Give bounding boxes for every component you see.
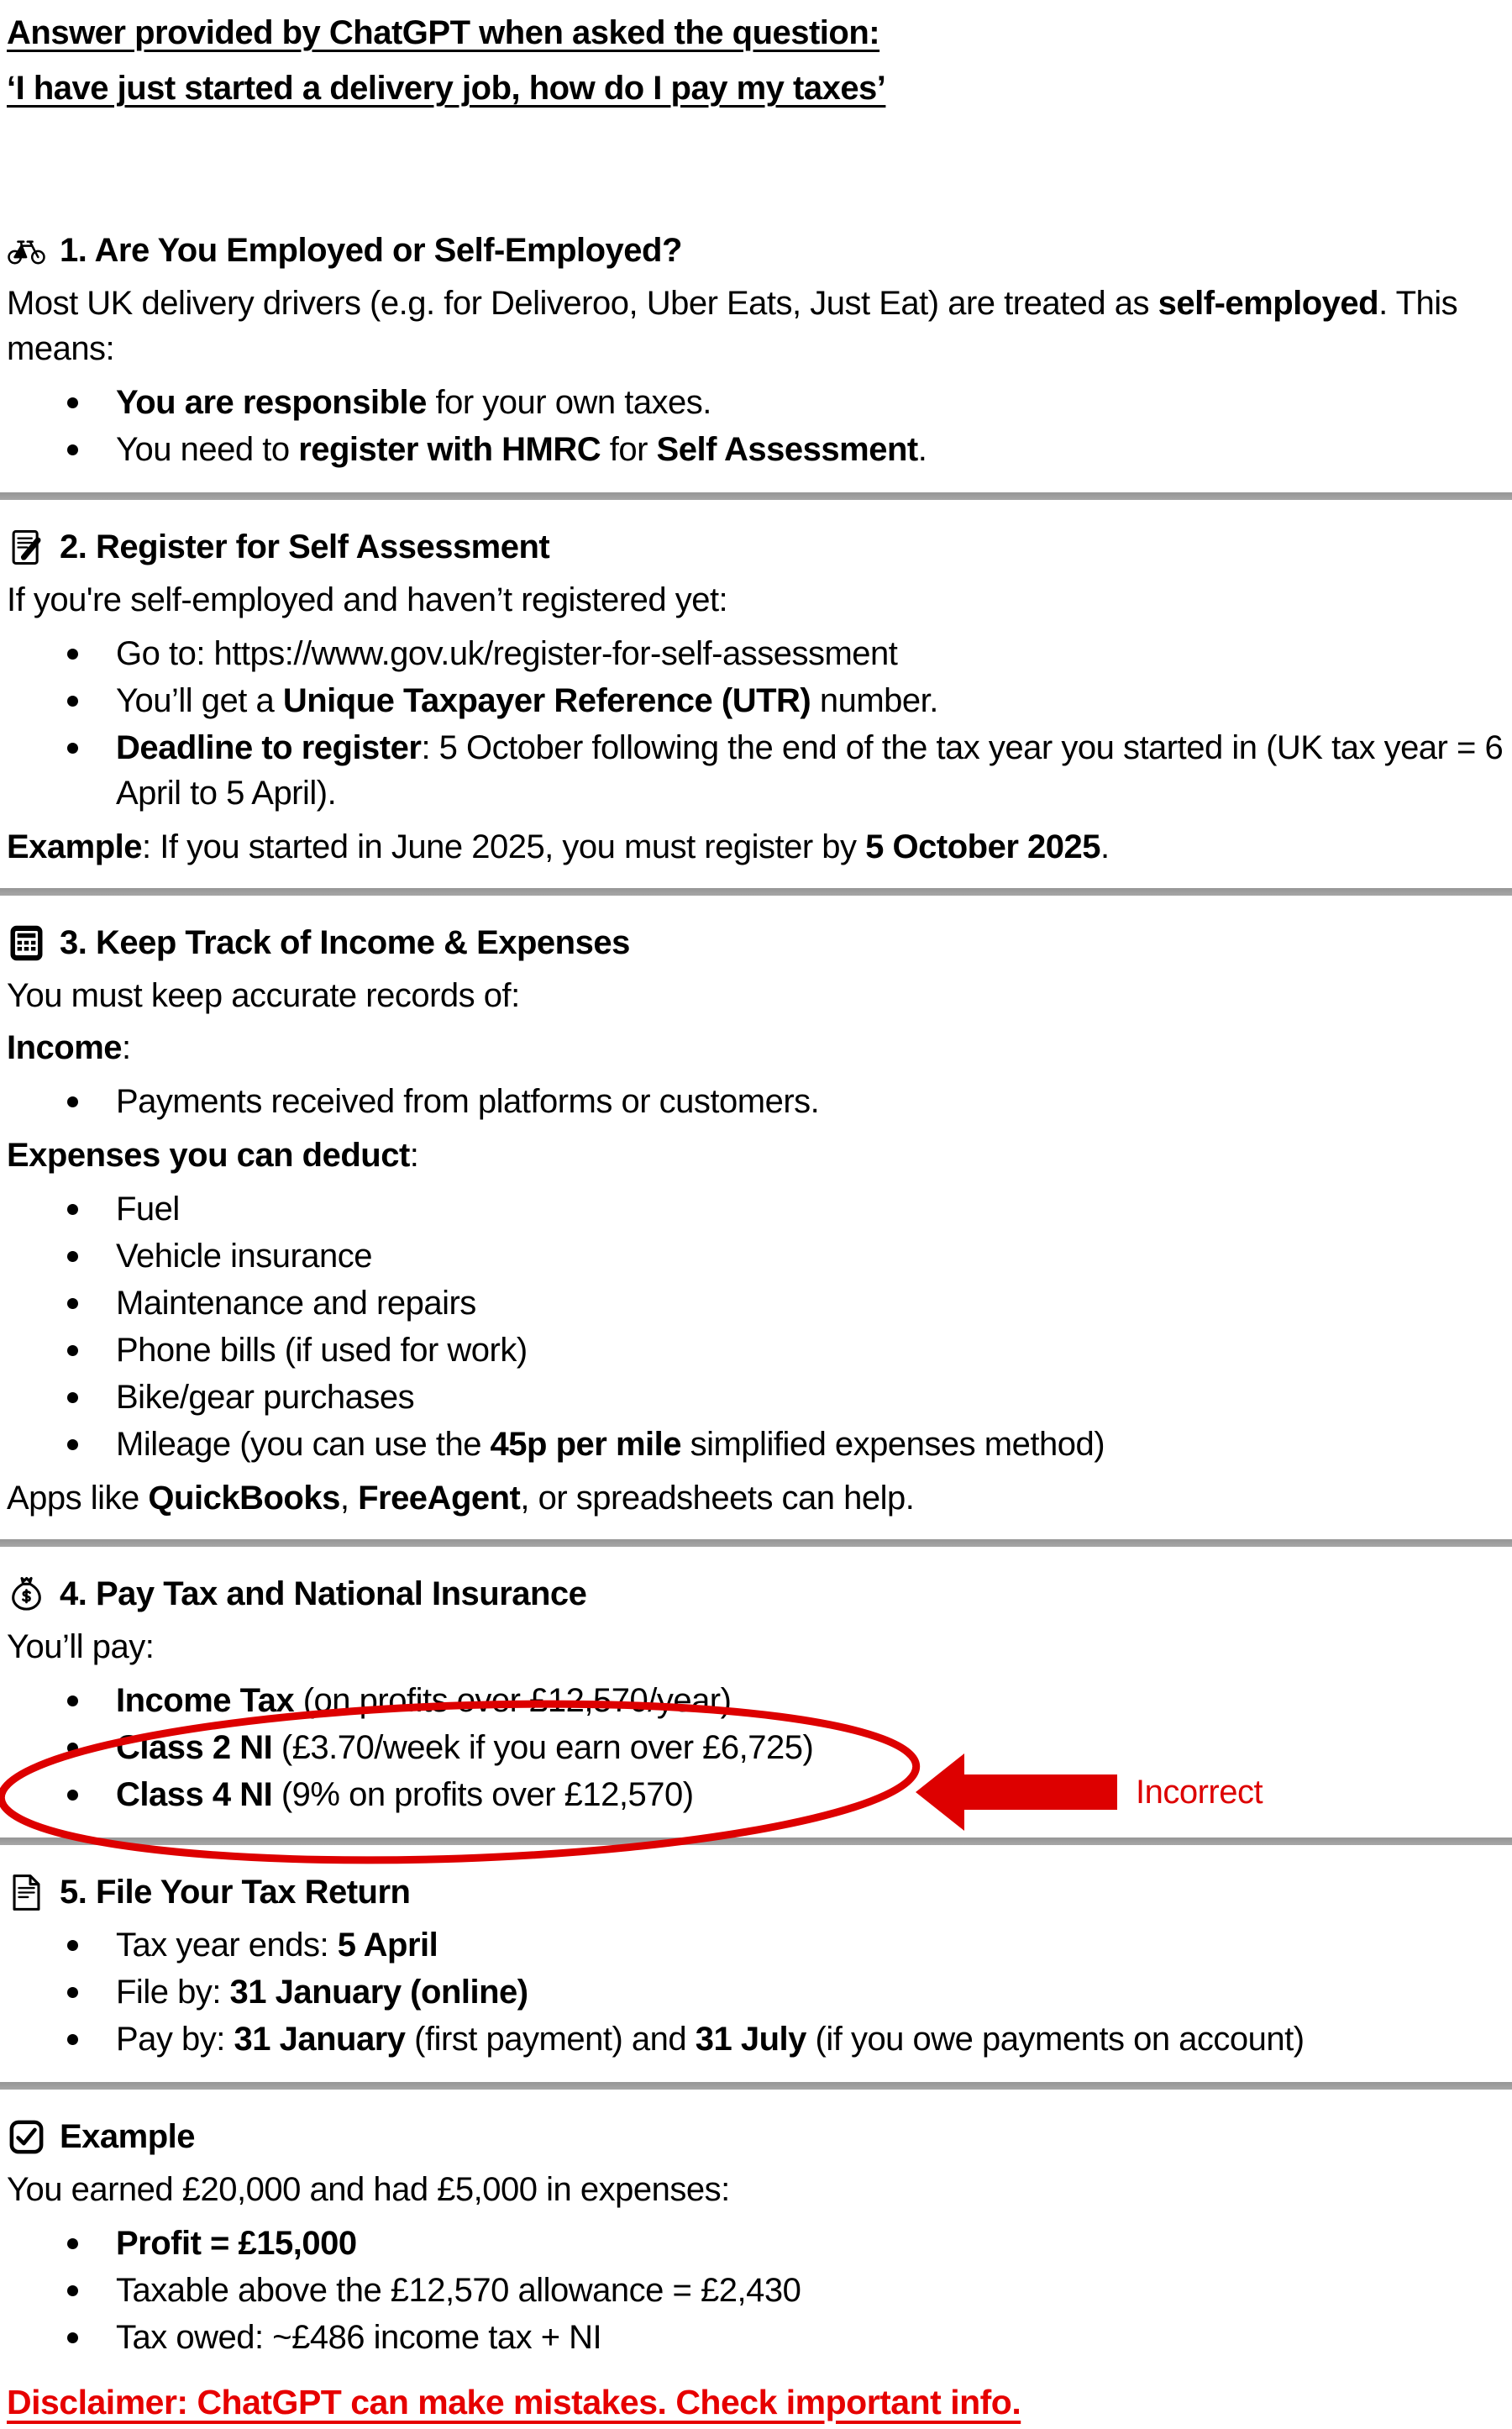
- text-run: .: [1100, 828, 1110, 865]
- section-heading-text: 1. Are You Employed or Self-Employed?: [60, 232, 682, 269]
- bullet-list: [7, 2221, 1505, 2360]
- text-run: Class 4 NI: [116, 1776, 273, 1813]
- text-run: simplified expenses method): [680, 1426, 1105, 1463]
- text-run: Vehicle insurance: [116, 1238, 373, 1275]
- bullet-item: [7, 1678, 1505, 1723]
- text-run: Income: [7, 1029, 123, 1066]
- text-run: Deadline to register: [116, 729, 422, 766]
- paragraph: [7, 2167, 1505, 2212]
- bullet-list: [7, 1186, 1505, 1467]
- section-keep-track: [0, 896, 1512, 1539]
- checkbox-icon: [7, 2117, 46, 2157]
- section-heading-text: 3. Keep Track of Income & Expenses: [60, 924, 630, 961]
- text-run: : 5 October following the end of the tax year you started in (UK tax year = 6 April to 5 April).: [116, 729, 1504, 812]
- text-run: Most UK delivery drivers (e.g. for Deliveroo, Uber Eats, Just Eat) are treated as: [7, 285, 1158, 322]
- bullet-item: [7, 631, 1505, 676]
- text-run: Self Assessment: [656, 431, 918, 468]
- text-run: Fuel: [116, 1191, 180, 1228]
- text-run: Tax owed: ~£486 income tax + NI: [116, 2319, 602, 2356]
- bullet-item: [7, 2221, 1505, 2266]
- text-run: Apps like: [7, 1480, 149, 1517]
- text-run: for: [601, 431, 657, 468]
- section-divider: [0, 1838, 1512, 1845]
- text-run: Profit = £15,000: [116, 2225, 357, 2262]
- text-run: 31 January (online): [229, 1974, 528, 2011]
- section-heading: [7, 1572, 1505, 1616]
- text-run: self-employed: [1158, 285, 1379, 322]
- section-heading: [7, 1870, 1505, 1914]
- text-run: Unique Taxpayer Reference (UTR): [282, 682, 811, 719]
- bullet-item: [7, 380, 1505, 425]
- annotation-label: Incorrect: [1136, 1774, 1263, 1811]
- bullet-item: [7, 1186, 1505, 1232]
- text-run: Class 2 NI: [116, 1729, 273, 1766]
- bullet-item: [7, 725, 1505, 816]
- text-run: .: [917, 431, 927, 468]
- text-run: Payments received from platforms or customers.: [116, 1083, 820, 1120]
- bullet-item: [7, 1079, 1505, 1124]
- bicycle-icon: [7, 231, 46, 271]
- section-pay-tax-ni: [0, 1547, 1512, 1838]
- section-heading-text: 5. File Your Tax Return: [60, 1874, 411, 1911]
- calculator-icon: [7, 923, 46, 963]
- text-run: You are responsible: [116, 384, 427, 421]
- text-run: number.: [811, 682, 938, 719]
- bullet-item: [7, 1422, 1505, 1467]
- section-heading-text: Example: [60, 2118, 196, 2155]
- text-run: :: [122, 1029, 131, 1066]
- memo-pencil-icon: [7, 528, 46, 567]
- text-run: . This means:: [7, 285, 1458, 367]
- section-file-tax-return: [0, 1845, 1512, 2082]
- text-run: (first payment) and: [405, 2021, 696, 2058]
- title-line-2: ‘I have just started a delivery job, how do I pay my taxes’: [7, 70, 886, 107]
- paragraph: [7, 1624, 1505, 1669]
- text-run: for your own taxes.: [426, 384, 711, 421]
- document-body: [0, 203, 1512, 2380]
- bullet-item: [7, 1328, 1505, 1373]
- text-run: You need to: [116, 431, 299, 468]
- text-run: Example: [7, 828, 143, 865]
- section-heading: [7, 229, 1505, 272]
- section-heading: [7, 2115, 1505, 2158]
- bullet-item: [7, 678, 1505, 723]
- text-run: 45p per mile: [490, 1426, 681, 1463]
- text-run: Mileage (you can use the: [116, 1426, 491, 1463]
- text-run: Pay by:: [116, 2021, 234, 2058]
- text-run: (on profits over £12,570/year): [294, 1682, 732, 1719]
- text-run: QuickBooks: [148, 1480, 340, 1517]
- bullet-item: [7, 1922, 1505, 1968]
- text-run: (£3.70/week if you earn over £6,725): [272, 1729, 814, 1766]
- section-heading-text: 4. Pay Tax and National Insurance: [60, 1575, 587, 1612]
- arrow-left-icon: [916, 1752, 1119, 1832]
- text-run: If you're self-employed and haven’t registered yet:: [7, 581, 728, 618]
- bullet-item: [7, 427, 1505, 472]
- text-run: Expenses you can deduct: [7, 1137, 410, 1174]
- bullet-item: [7, 1233, 1505, 1279]
- bullet-list: [7, 1079, 1505, 1124]
- paragraph: [7, 1133, 1505, 1178]
- document-icon: [7, 1873, 46, 1912]
- text-run: Maintenance and repairs: [116, 1285, 476, 1322]
- text-run: File by:: [116, 1974, 230, 2011]
- bullet-item: [7, 1969, 1505, 2015]
- disclaimer-text: Disclaimer: ChatGPT can make mistakes. Check important info.: [7, 2383, 1021, 2421]
- bullet-item: [7, 2315, 1505, 2360]
- bullet-item: [7, 1280, 1505, 1326]
- section-register-self-assessment: [0, 500, 1512, 888]
- text-run: You must keep accurate records of:: [7, 977, 520, 1014]
- text-run: :: [409, 1137, 419, 1174]
- text-run: FreeAgent: [358, 1480, 521, 1517]
- section-are-you-employed: [0, 203, 1512, 492]
- bullet-item: [7, 1725, 1505, 1770]
- bullet-list: [7, 1678, 1505, 1817]
- text-run: 5 April: [337, 1927, 438, 1964]
- paragraph: [7, 973, 1505, 1018]
- section-example: [0, 2090, 1512, 2380]
- bullet-list: [7, 1922, 1505, 2062]
- paragraph: [7, 281, 1505, 371]
- text-run: , or spreadsheets can help.: [520, 1480, 915, 1517]
- text-run: (if you owe payments on account): [806, 2021, 1305, 2058]
- section-divider: [0, 2082, 1512, 2090]
- text-run: 31 July: [695, 2021, 806, 2058]
- text-run: You earned £20,000 and had £5,000 in expenses:: [7, 2171, 730, 2208]
- text-run: Go to: https://www.gov.uk/register-for-self-assessment: [116, 635, 898, 672]
- text-run: You’ll pay:: [7, 1628, 155, 1665]
- section-divider: [0, 888, 1512, 896]
- text-run: : If you started in June 2025, you must register by: [142, 828, 866, 865]
- text-run: 31 January: [234, 2021, 406, 2058]
- text-run: Phone bills (if used for work): [116, 1332, 528, 1369]
- paragraph: [7, 577, 1505, 623]
- text-run: Bike/gear purchases: [116, 1379, 415, 1416]
- paragraph: [7, 1025, 1505, 1070]
- text-run: You’ll get a: [116, 682, 283, 719]
- section-heading-text: 2. Register for Self Assessment: [60, 528, 550, 565]
- text-run: Taxable above the £12,570 allowance = £2,430: [116, 2272, 801, 2309]
- title-line-1: Answer provided by ChatGPT when asked the question:: [7, 14, 880, 51]
- paragraph: [7, 824, 1505, 870]
- text-run: register with HMRC: [298, 431, 601, 468]
- bullet-item: [7, 2016, 1505, 2062]
- bullet-item: [7, 2268, 1505, 2313]
- text-run: Tax year ends:: [116, 1927, 338, 1964]
- section-divider: [0, 1539, 1512, 1547]
- money-bag-icon: [7, 1575, 46, 1614]
- bullet-item: [7, 1375, 1505, 1420]
- bullet-item: [7, 1772, 1505, 1817]
- text-run: 5 October 2025: [865, 828, 1100, 865]
- section-divider: [0, 492, 1512, 500]
- bullet-list: [7, 380, 1505, 472]
- document-title: [0, 0, 1512, 116]
- text-run: ,: [339, 1480, 359, 1517]
- section-heading: [7, 525, 1505, 569]
- bullet-list: [7, 631, 1505, 816]
- section-heading: [7, 921, 1505, 965]
- paragraph: [7, 1475, 1505, 1521]
- text-run: Income Tax: [116, 1682, 295, 1719]
- text-run: (9% on profits over £12,570): [272, 1776, 694, 1813]
